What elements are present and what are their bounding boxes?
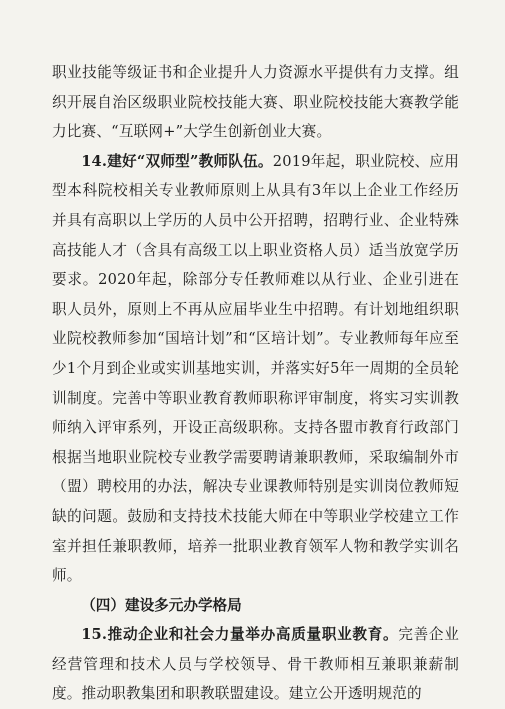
paragraph-continued: 职业技能等级证书和企业提升人力资源水平提供有力支撑。组织开展自治区级职业院校技能大赛、职业院校技能大赛教学能力比赛、“互联网+”大学生创新创业大赛。 — [52, 64, 459, 141]
paragraph-14 — [52, 147, 459, 591]
paragraph-14-body: 2019年起，职业院校、应用型本科院校相关专业教师原则上从具有3年以上企业工作经历并具有高职以上学历的人员中公开招聘，招聘行业、企业特殊高技能人才（含具有高级工以上职业资格人员）适当放宽学历要求。2020年起，除部分专任教师难以从行业、企业引进在职人员外，原则上不再从应届毕业生中招聘。有计划地组织职业院校教师参加“国培计划”和“区培计划”。专业教师每年应至少1个月到企业或实训基地实训，并落实好5年一周期的全员轮训制度。完善中等职业教育教师职称评审制度，将实习实训教师纳入评审系列，开设正高级职称。支持各盟市教育行政部门根据当地职业院校专业教学需要聘请兼职教师，采取编制外市（盟）聘校用的办法，解决专业课教师特别是实训岗位教师短缺的问题。鼓励和支持技术技能大师在中等职业学校建立工作室并担任兼职教师，培养一批职业教育领军人物和教学实训名师。 — [52, 152, 459, 585]
paragraph-15 — [52, 620, 459, 709]
paragraph-14-title: 14.建好“双师型”教师队伍。 — [81, 152, 273, 170]
section-4-heading: （四）建设多元办学格局 — [81, 596, 242, 614]
paragraph-15-title: 15.推动企业和社会力量举办高质量职业教育。 — [81, 626, 399, 644]
paragraph-15-body: 完善企业经营管理和技术人员与学校领导、骨干教师相互兼职兼薪制度。推动职教集团和职教联盟建设。建立公开透明规范的 — [52, 626, 459, 703]
